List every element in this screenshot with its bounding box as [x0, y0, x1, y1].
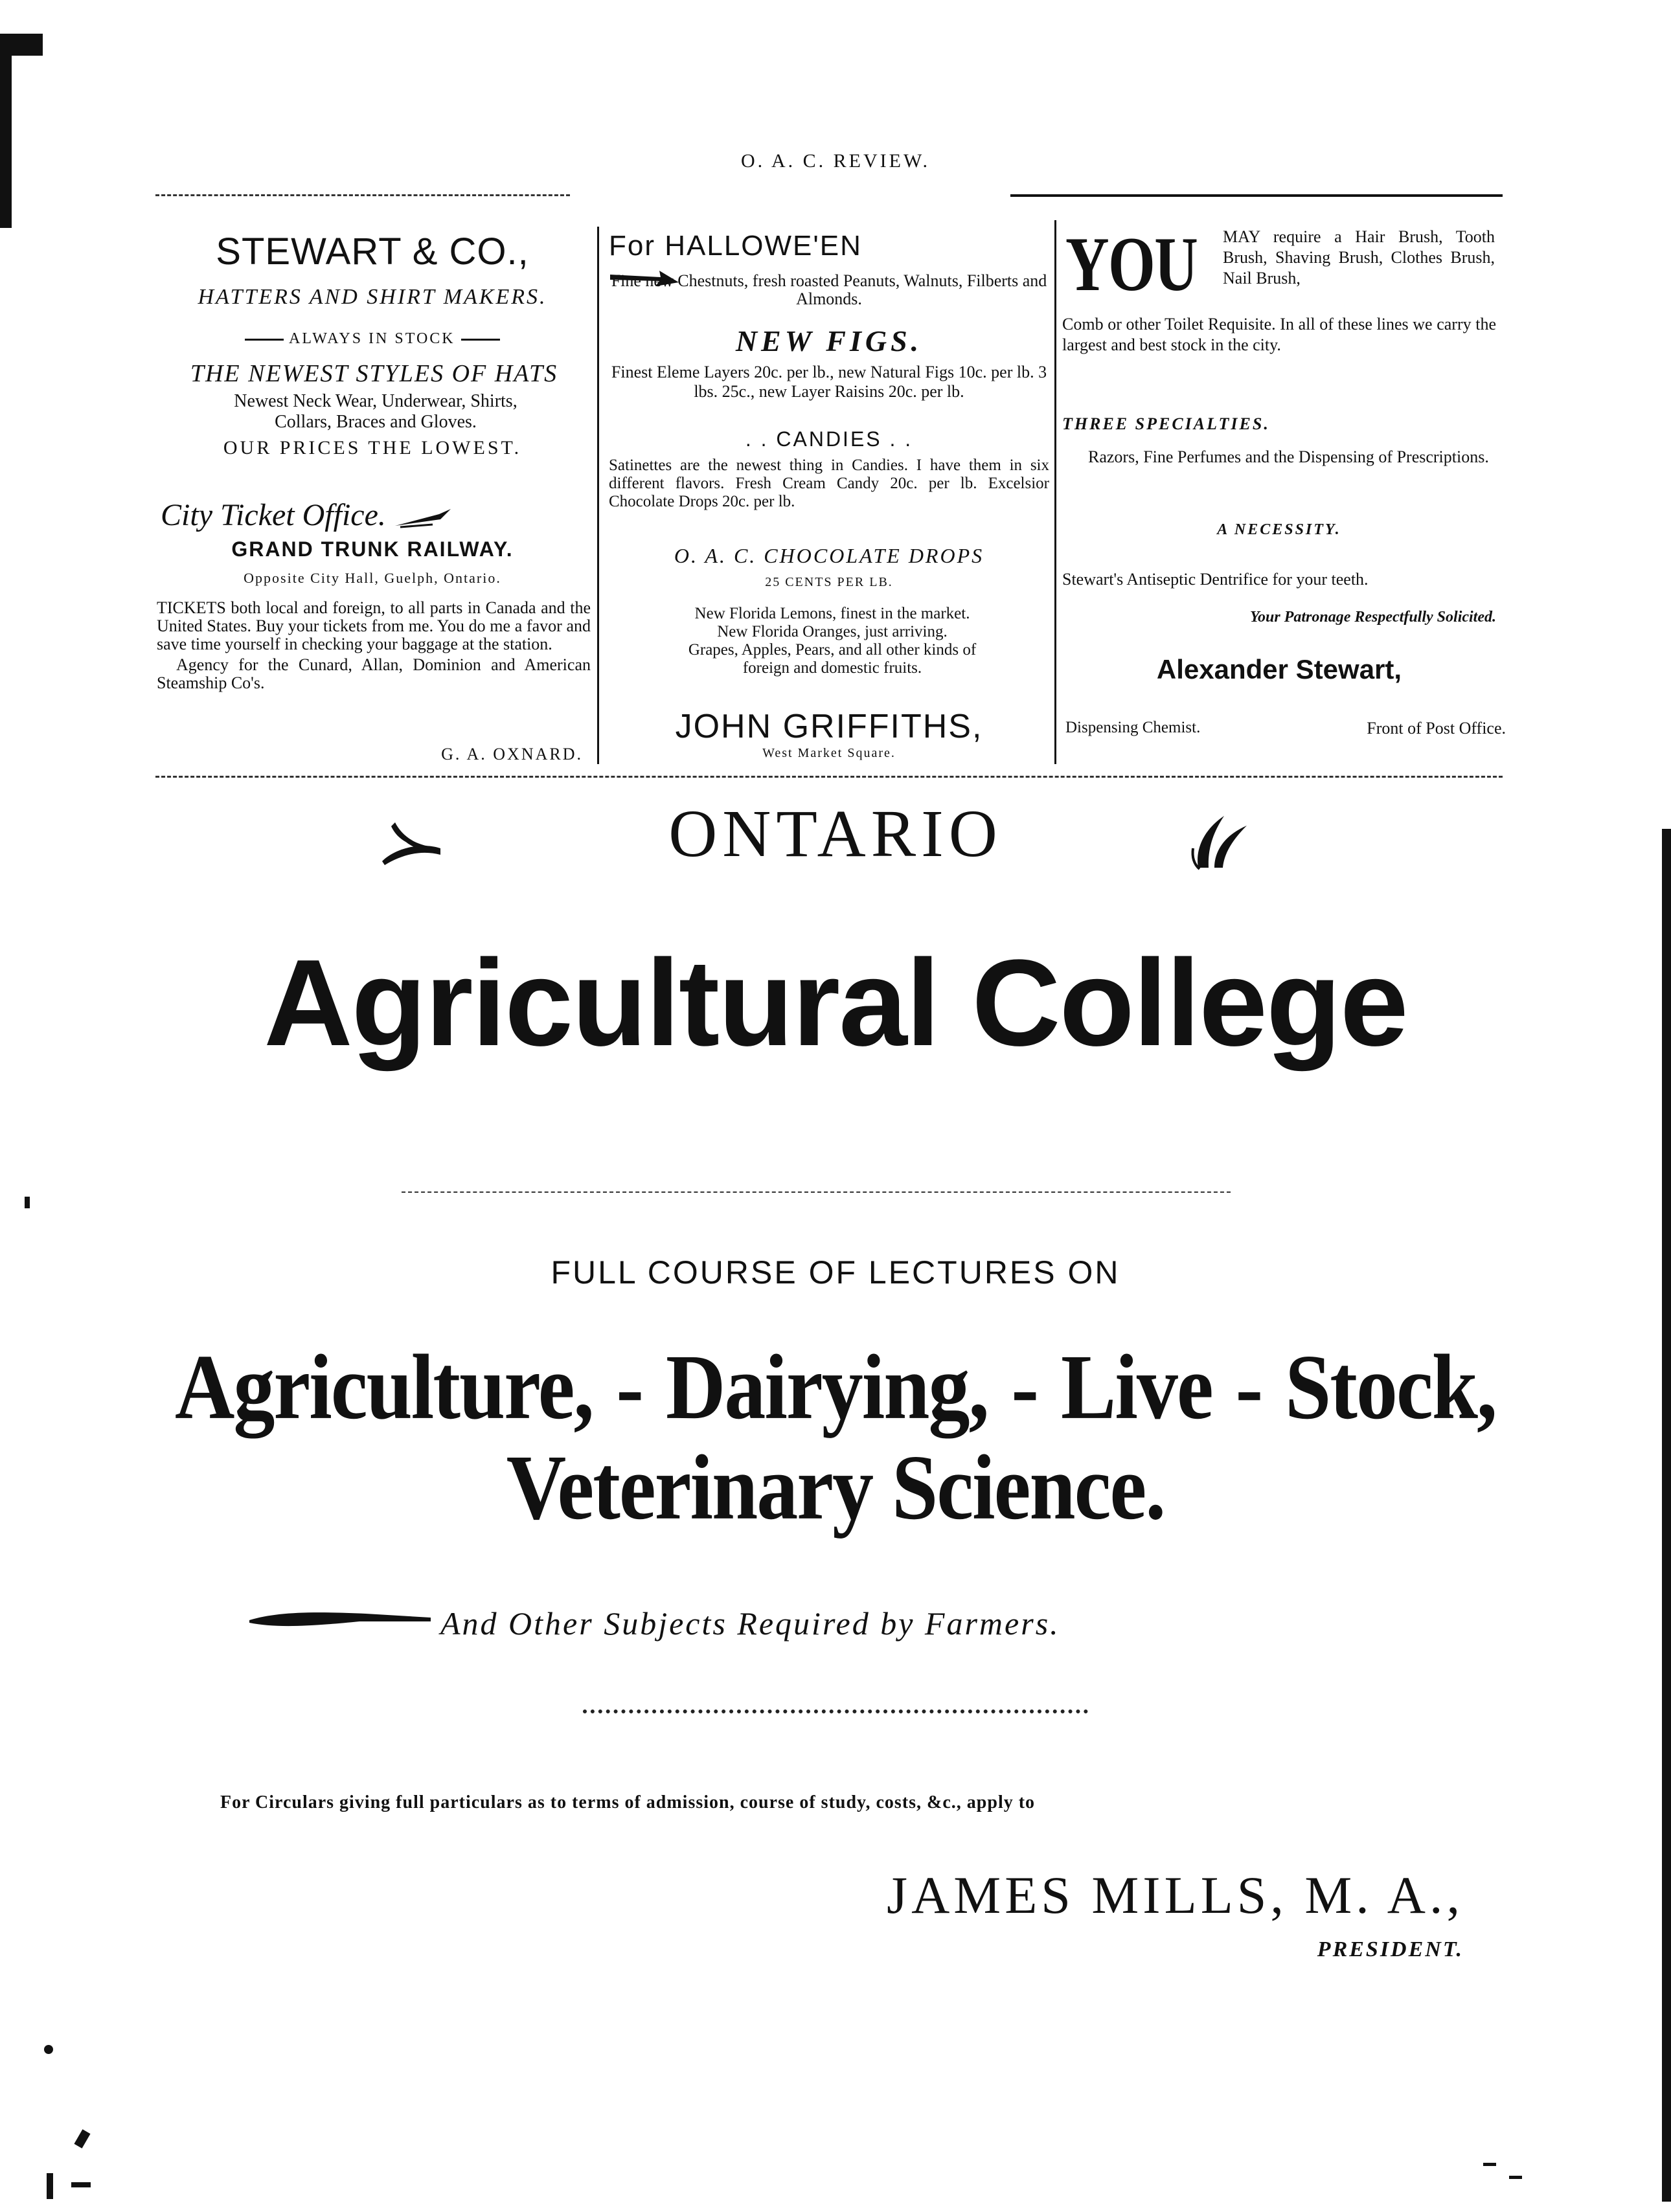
scan-speck — [47, 2173, 53, 2199]
halloween-label: For HALLOWE'EN — [609, 230, 862, 262]
subject-separator: - — [1011, 1335, 1038, 1439]
opposite-city-hall: Opposite City Hall, Guelph, Ontario. — [244, 570, 501, 586]
ontario-heading: ONTARIO — [668, 796, 1003, 871]
alexander-stewart-signature: Alexander Stewart, — [1156, 654, 1402, 684]
fruits-line-1: New Florida Lemons, finest in the market. — [694, 605, 970, 622]
west-market-square: West Market Square. — [762, 746, 896, 760]
ticket-office-title — [161, 497, 472, 533]
top-rule-right — [1010, 194, 1503, 197]
stewart-co-title: STEWART & CO., — [216, 231, 529, 273]
scan-speck — [44, 2045, 53, 2054]
front-of-post-office: Front of Post Office. — [1367, 719, 1506, 738]
fruits-line-2: New Florida Oranges, just arriving. — [717, 623, 948, 640]
candies-heading: . . CANDIES . . — [745, 427, 913, 451]
scan-speck — [74, 2129, 90, 2149]
ticket-office-label: City Ticket Office. — [161, 498, 386, 532]
subject-veterinary-science: Veterinary Science. — [506, 1436, 1165, 1539]
subject-dairying: Dairying, — [665, 1335, 988, 1439]
fruits-text — [609, 605, 1056, 677]
prices-lowest: OUR PRICES THE LOWEST. — [223, 437, 522, 458]
ad-block-bottom-rule — [155, 776, 1503, 778]
scan-speck — [25, 1197, 30, 1208]
new-figs-heading: NEW FIGS. — [735, 324, 923, 357]
candies-text: Satinettes are the newest thing in Candies. I have them in six different flavors. Fresh Cream Candy 20c. per lb. Excelsior Chocolate Drops 20c. per lb. — [609, 457, 1049, 510]
president-title: PRESIDENT. — [1317, 1937, 1464, 1961]
griffiths-signature: JOHN GRIFFITHS, — [675, 708, 983, 745]
grand-trunk-railway: GRAND TRUNK RAILWAY. — [231, 537, 514, 561]
top-rule-left — [155, 194, 570, 196]
necessity-heading: A NECESSITY. — [1217, 521, 1341, 538]
scan-speck — [71, 2182, 91, 2187]
newest-styles: THE NEWEST STYLES OF HATS — [190, 360, 558, 387]
fruits-line-3: Grapes, Apples, Pears, and all other kinds of — [688, 641, 977, 659]
tickets-body — [157, 599, 591, 692]
subject-live: Live — [1060, 1335, 1212, 1439]
subject-stock: Stock, — [1285, 1335, 1496, 1439]
column-divider-1 — [597, 227, 599, 764]
full-course-heading: FULL COURSE OF LECTURES ON — [551, 1254, 1120, 1291]
fruits-line-4: foreign and domestic fruits. — [742, 659, 922, 677]
rule-ornament-right — [461, 339, 500, 341]
figs-text: Finest Eleme Layers 20c. per lb., new Natural Figs 10c. per lb. 3 lbs. 25c., new Layer Raisins 20c. per lb. — [611, 363, 1047, 401]
tickets-text: TICKETS both local and foreign, to all parts in Canada and the United States. Buy your tickets from me. You do me a favor and save time yourself in checking your baggage at the station. — [157, 598, 591, 653]
scan-speck — [1509, 2176, 1522, 2179]
scan-edge-left — [0, 34, 12, 228]
running-head: O. A. C. REVIEW. — [740, 150, 931, 172]
rule-ornament-left — [245, 339, 284, 341]
separator-rule — [402, 1191, 1231, 1193]
three-specialties-heading: THREE SPECIALTIES. — [1062, 414, 1270, 433]
oxnard-signature: G. A. OXNARD. — [441, 745, 583, 763]
circulars-text: For Circulars giving full particulars as to terms of admission, course of study, costs, &c., apply to — [220, 1792, 1036, 1812]
james-mills-signature: JAMES MILLS, M. A., — [887, 1866, 1464, 1924]
scan-edge-corner — [0, 34, 43, 56]
subject-separator: - — [616, 1335, 643, 1439]
subject-separator: - — [1235, 1335, 1262, 1439]
may-require-text: MAY require a Hair Brush, Tooth Brush, Shaving Brush, Clothes Brush, Nail Brush, — [1223, 227, 1495, 288]
comb-text: Comb or other Toilet Requisite. In all of these lines we carry the largest and best stock in the city. — [1062, 315, 1496, 354]
chocolate-drops-heading: O. A. C. CHOCOLATE DROPS — [674, 544, 984, 567]
agricultural-college-heading: Agricultural College — [264, 934, 1407, 1072]
dotted-divider — [583, 1710, 1088, 1713]
dentrifice-text: Stewart's Antiseptic Dentrifice for your teeth. — [1062, 570, 1369, 589]
agency-text: Agency for the Cunard, Allan, Dominion and American Steamship Co's. — [157, 655, 591, 692]
hatters-subtitle: HATTERS AND SHIRT MAKERS. — [198, 285, 547, 309]
pointer-rule-icon — [249, 1607, 431, 1633]
chocolate-drops-price: 25 CENTS PER LB. — [765, 575, 893, 589]
pointing-hand-icon — [394, 505, 452, 531]
you-heading: YOU — [1065, 221, 1198, 307]
dispensing-chemist: Dispensing Chemist. — [1065, 719, 1201, 736]
razors-text: Razors, Fine Perfumes and the Dispensing of Prescriptions. — [1088, 447, 1489, 466]
chestnuts-text: Fine new Chestnuts, fresh roasted Peanuts, Walnuts, Filberts and Almonds. — [611, 271, 1047, 308]
subjects-line — [175, 1334, 1496, 1441]
always-in-stock-label: ALWAYS IN STOCK — [289, 330, 455, 347]
subject-agriculture: Agriculture, — [175, 1335, 593, 1439]
scan-speck — [1483, 2163, 1496, 2166]
items-line-1: Newest Neck Wear, Underwear, Shirts, — [234, 391, 517, 411]
items-line-2: Collars, Braces and Gloves. — [275, 412, 477, 432]
patronage-text: Your Patronage Respectfully Solicited. — [1250, 609, 1496, 626]
other-subjects: And Other Subjects Required by Farmers. — [440, 1605, 1060, 1642]
column-divider-2 — [1054, 220, 1056, 764]
items-text — [168, 391, 583, 433]
always-in-stock — [162, 330, 583, 348]
